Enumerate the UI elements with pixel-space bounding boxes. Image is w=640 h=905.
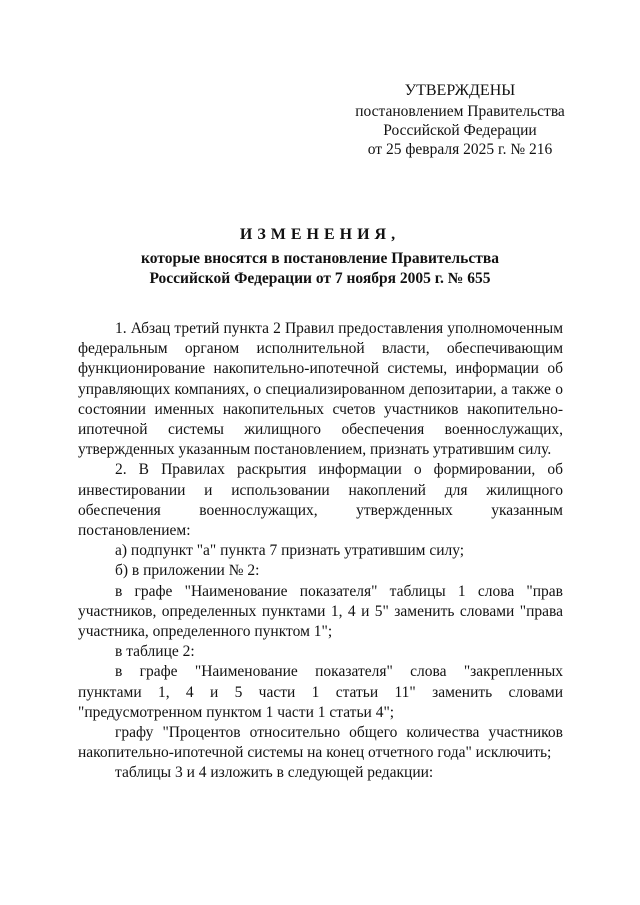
approval-block	[340, 81, 580, 159]
paragraph-4: б) в приложении № 2:	[115, 562, 260, 580]
approval-line-2: Российской Федерации	[383, 122, 537, 139]
paragraph-3: а) подпункт "а" пункта 7 признать утратившим силу;	[115, 542, 465, 560]
subtitle-line-2: Российской Федерации от 7 ноября 2005 г. № 655	[149, 270, 491, 287]
paragraph-7: в графе "Наименование показателя" слова "закрепленных пунктами 1, 4 и 5 части 1 статьи 11" заменить словами "предусмотренном пунктом 1 части 1 статьи 4";	[78, 663, 563, 721]
subtitle-line-1: которые вносятся в постановление Правительства	[141, 250, 499, 267]
approval-heading: УТВЕРЖДЕНЫ	[404, 82, 516, 99]
document-subtitle	[60, 249, 580, 289]
document-title: ИЗМЕНЕНИЯ,	[239, 226, 401, 243]
approval-line-3: от 25 февраля 2025 г. № 216	[367, 141, 553, 158]
paragraph-5: в графе "Наименование показателя" таблицы 1 слова "прав участников, определенных пунктами 1, 4 и 5" заменить словами "права участника, определенного пунктом 1";	[78, 582, 563, 641]
paragraph-1: 1. Абзац третий пункта 2 Правил предоставления уполномоченным федеральным органом исполнительной власти, обеспечивающим функционирование накопительно-ипотечной системы, информации об управляющих компаниях, о специализированном депозитарии, а также о состоянии именных накопительных счетов участников накопительно-ипотечной системы жилищного обеспечения военнослужащих, утвержденных указанным постановлением, признать утратившим силу.	[78, 320, 563, 459]
paragraph-8: графу "Процентов относительно общего количества участников накопительно-ипотечной системы на конец отчетного года" исключить;	[78, 724, 563, 762]
document-body	[78, 319, 563, 784]
approval-line-1: постановлением Правительства	[355, 103, 565, 120]
paragraph-9: таблицы 3 и 4 изложить в следующей редакции:	[115, 764, 434, 782]
paragraph-6: в таблице 2:	[115, 643, 195, 661]
paragraph-2: 2. В Правилах раскрытия информации о формировании, об инвестировании и использовании накоплений для жилищного обеспечения военнослужащих, утвержденных указанным постановлением:	[78, 461, 563, 540]
